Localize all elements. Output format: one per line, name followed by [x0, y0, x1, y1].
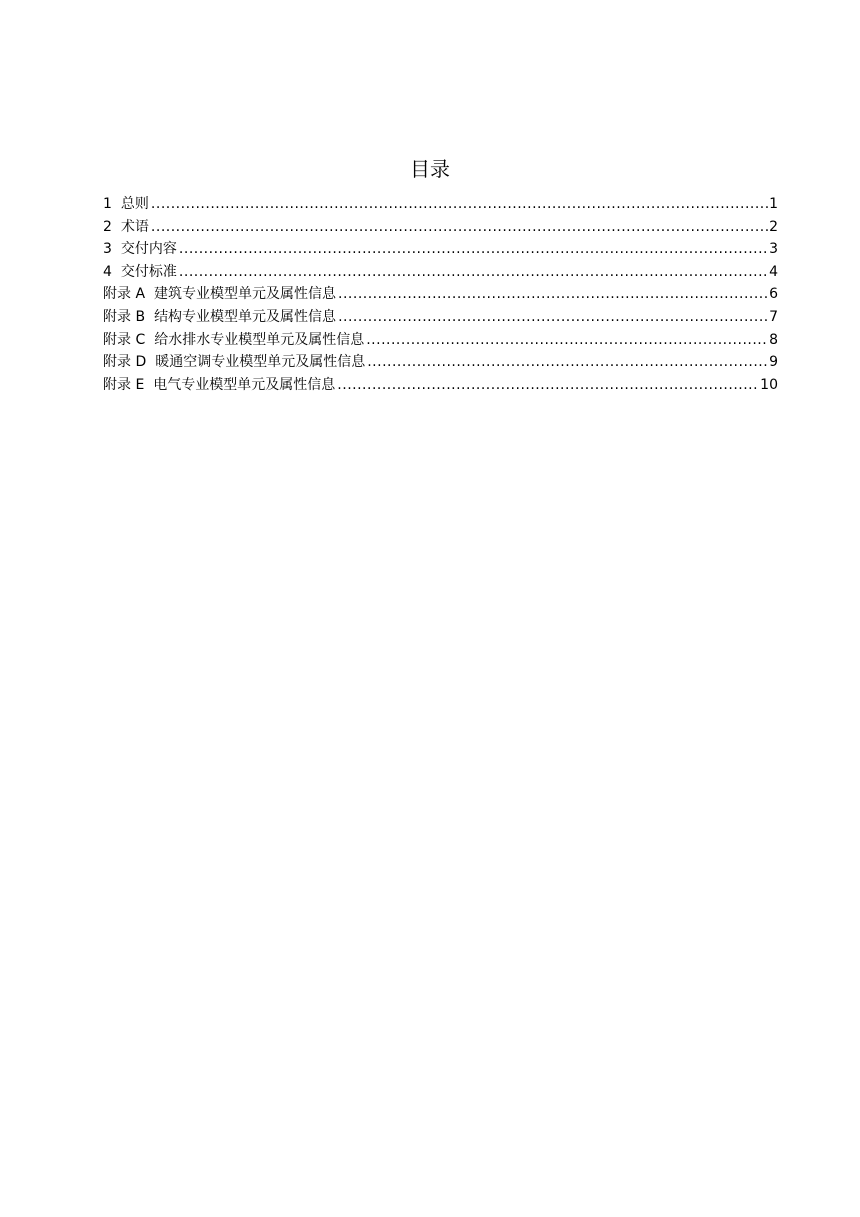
toc-entry-title: 电气专业模型单元及属性信息: [153, 376, 336, 393]
toc-entry-page: 3: [769, 241, 778, 258]
toc-entry-appendix-b[interactable]: [103, 306, 778, 329]
toc-entry-appendix-c[interactable]: [103, 329, 778, 352]
toc-entry-number: 附录 E: [103, 376, 145, 393]
toc-entry-general[interactable]: [103, 193, 778, 216]
toc-entry-page: 4: [769, 263, 778, 280]
toc-entry-title: 暖通空调专业模型单元及属性信息: [155, 354, 366, 371]
toc-dot-leader: [179, 261, 768, 284]
toc-entry-title: 交付标准: [120, 263, 177, 280]
toc-entry-title: 结构专业模型单元及属性信息: [154, 308, 337, 325]
toc-entry-appendix-e[interactable]: [103, 374, 778, 397]
toc-entry-number: 附录 C: [103, 331, 146, 348]
toc-entry-page: 10: [760, 376, 778, 393]
toc-list: [103, 193, 778, 396]
toc-entry-title: 术语: [120, 218, 149, 235]
toc-entry-page: 2: [769, 218, 778, 235]
toc-dot-leader: [151, 193, 768, 216]
toc-entry-title: 总则: [120, 196, 149, 212]
toc-entry-page: 9: [769, 354, 778, 371]
toc-dot-leader: [338, 283, 768, 306]
toc-entry-page: 1: [769, 196, 778, 212]
toc-dot-leader: [337, 374, 759, 397]
toc-entry-title: 建筑专业模型单元及属性信息: [154, 286, 337, 303]
toc-entry-delivery-standard[interactable]: [103, 261, 778, 284]
toc-entry-page: 7: [769, 308, 778, 325]
toc-dot-leader: [367, 351, 768, 374]
toc-entry-appendix-a[interactable]: [103, 283, 778, 306]
toc-dot-leader: [179, 238, 768, 261]
toc-entry-number: 附录 D: [103, 354, 147, 371]
toc-entry-delivery-content[interactable]: [103, 238, 778, 261]
toc-entry-page: 8: [769, 331, 778, 348]
toc-entry-number: 附录 A: [103, 286, 146, 303]
toc-entry-number: 3: [103, 241, 112, 258]
toc-dot-leader: [151, 216, 768, 239]
toc-dot-leader: [338, 306, 768, 329]
toc-entry-title: 交付内容: [120, 241, 177, 258]
toc-entry-number: 2: [103, 218, 112, 235]
toc-entry-title: 给水排水专业模型单元及属性信息: [154, 331, 365, 348]
toc-entry-terms[interactable]: [103, 216, 778, 239]
toc-entry-number: 附录 B: [103, 308, 146, 325]
toc-entry-appendix-d[interactable]: [103, 351, 778, 374]
toc-dot-leader: [366, 329, 768, 352]
toc-entry-number: 1: [103, 196, 112, 212]
toc-title: 目录: [410, 157, 450, 181]
toc-entry-page: 6: [769, 286, 778, 303]
toc-entry-number: 4: [103, 263, 112, 280]
